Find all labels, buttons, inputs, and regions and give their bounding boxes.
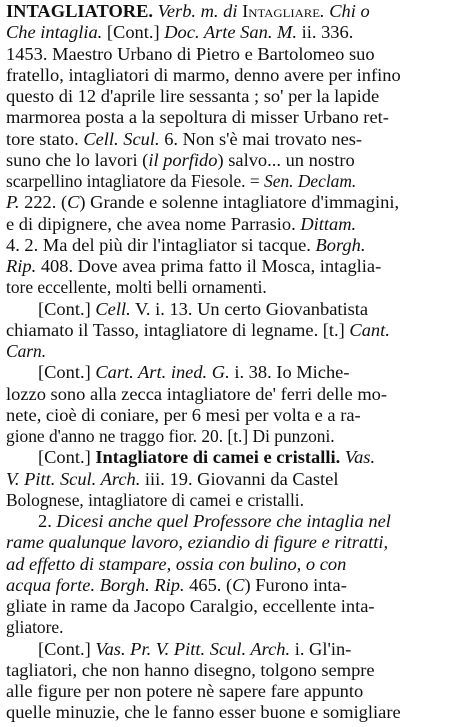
text-run: 408. Dove avea prima fatto il Mosca, intaglia- (36, 256, 382, 276)
text-run: Cart. Art. ined. G. (95, 362, 230, 383)
text-run: . Chi o (320, 1, 370, 21)
text-line (6, 0, 370, 22)
text-run: il porfido (148, 149, 218, 170)
text-run: P. (6, 192, 20, 213)
text-run: ad effetto di stampare, ossia con bulino, o con (6, 553, 347, 574)
text-line (6, 616, 63, 638)
text-line (6, 680, 363, 702)
text-line (6, 85, 379, 107)
text-line (6, 425, 335, 447)
text-line (6, 276, 267, 298)
text-run: ii. 336. (297, 22, 354, 43)
text-line (6, 106, 389, 128)
text-run: Dicesi anche quel Professore che intaglia nel (56, 511, 391, 531)
text-run: 465. ( (184, 574, 233, 595)
text-run: 222. ( (19, 192, 68, 213)
text-line (38, 446, 375, 468)
text-run: nete, cioè di coniare, per 6 mesi per volta e a ra- (6, 404, 361, 425)
text-line (6, 234, 365, 256)
text-run: rame qualunque lavoro, eziandio di figure e ritratti, (6, 532, 389, 553)
text-run: gliate in rame da Jacopo Caralgio, eccellente inta- (6, 596, 375, 616)
text-run: acqua forte. (6, 574, 96, 595)
text-run: chiamato il Tasso, intagliatore di legname. [t.] (6, 319, 350, 340)
text-run: ) Furono inta- (244, 574, 347, 595)
text-line (38, 361, 350, 383)
text-line (6, 149, 355, 171)
text-run: tagliatori, che non hanno disegno, tolgono sempre (6, 659, 375, 680)
text-run: i. 38. Io Miche- (229, 362, 350, 383)
text-line (6, 255, 381, 277)
text-run: ) salvo... un nostro (217, 149, 355, 170)
text-run: Sen. Declam. (264, 171, 357, 191)
text-run: lozzo sono alla zecca intagliatore de' ferri delle mo- (6, 383, 388, 404)
text-run: gliatore. (6, 617, 64, 638)
text-run: V. i. 13. Un certo Giovanbatista (130, 298, 369, 319)
text-run: Bolognese, intagliatore di camei e cristalli. (6, 489, 304, 510)
text-line (6, 21, 353, 43)
text-line (38, 298, 368, 320)
text-run: Intagliare (242, 1, 321, 21)
text-run: Doc. Arte San. M. (164, 22, 298, 43)
text-line (6, 128, 362, 150)
text-line (6, 595, 375, 617)
text-line (6, 531, 388, 553)
text-run: e di dipignere, che avea nome Parrasio. (6, 213, 301, 234)
text-run: V. Pitt. Scul. Arch. (6, 468, 141, 489)
text-run: alle figure per non potere nè sapere fare appunto (6, 681, 364, 701)
text-run: scarpellino intagliatore da Fiesole. = (6, 171, 265, 191)
text-line (6, 489, 304, 511)
text-line (6, 43, 375, 65)
text-line (6, 659, 375, 681)
text-run: Cell. (95, 298, 131, 319)
text-line (6, 574, 347, 596)
text-run: Cell. Scul. (83, 128, 160, 149)
text-line (6, 383, 387, 405)
text-run: marmorea posta a la sepoltura di misser Urbano ret- (6, 107, 389, 128)
text-line (6, 213, 356, 235)
text-run: Cant. (349, 319, 390, 340)
text-line (6, 701, 401, 723)
text-line (38, 638, 351, 660)
text-run: 6. Non s'è mai trovato nes- (159, 128, 363, 149)
text-run: Che intaglia. (6, 22, 103, 43)
text-run: Rip. (6, 256, 37, 276)
text-run: C (67, 192, 80, 213)
text-run: tore eccellente, molti belli ornamenti. (6, 277, 267, 298)
text-run: Dittam. (300, 213, 357, 234)
text-run: tore stato. (6, 128, 84, 149)
text-line (38, 510, 391, 532)
text-run: 1453. Maestro Urbano di Pietro e Bartolomeo suo (6, 43, 375, 64)
text-line (6, 468, 338, 490)
text-run: [Cont.] (38, 298, 96, 319)
text-run: [Cont.] (38, 447, 96, 468)
text-run: iii. 19. Giovanni da Castel (140, 468, 339, 489)
text-run: Vas. (340, 447, 376, 468)
text-run: Verb. m. di (153, 1, 243, 21)
text-run: [Cont.] (38, 362, 96, 383)
text-run: 2. (38, 511, 57, 531)
text-run: suno che lo lavori ( (6, 149, 149, 170)
text-line (6, 319, 390, 341)
text-line (6, 170, 356, 192)
text-line (6, 404, 361, 426)
text-run: [Cont.] (102, 22, 165, 43)
text-line (6, 553, 346, 575)
text-run: Carn. (6, 341, 47, 361)
text-line (6, 340, 46, 362)
text-run: gione d'anno ne traggo fior. 20. [t.] Di punzoni. (6, 426, 335, 446)
text-run: 4. 2. Ma del più dir l'intagliator si tacque. (6, 234, 316, 255)
text-run: quelle minuzie, che le fanno esser buone e somigliare (6, 702, 401, 723)
text-run: Vas. Pr. V. Pitt. Scul. Arch. (95, 638, 291, 659)
text-run: ) Grande e solenne intagliatore d'immagini, (79, 192, 400, 213)
headword: Intagliatore di camei e cristalli. (95, 447, 341, 468)
text-run: [Cont.] (38, 638, 96, 659)
text-run: questo di 12 d'aprile lire sessanta ; so' per la lapide (6, 86, 380, 106)
text-run: i. Gl'in- (290, 638, 352, 659)
text-line (6, 191, 399, 213)
headword: INTAGLIATORE. (6, 1, 154, 21)
text-line (6, 64, 401, 86)
text-run: Borgh. Rip. (99, 574, 185, 595)
text-run: fratello, intagliatori di marmo, denno avere per infino (6, 64, 401, 85)
text-run: Borgh. (315, 234, 366, 255)
text-run: C (232, 574, 245, 595)
